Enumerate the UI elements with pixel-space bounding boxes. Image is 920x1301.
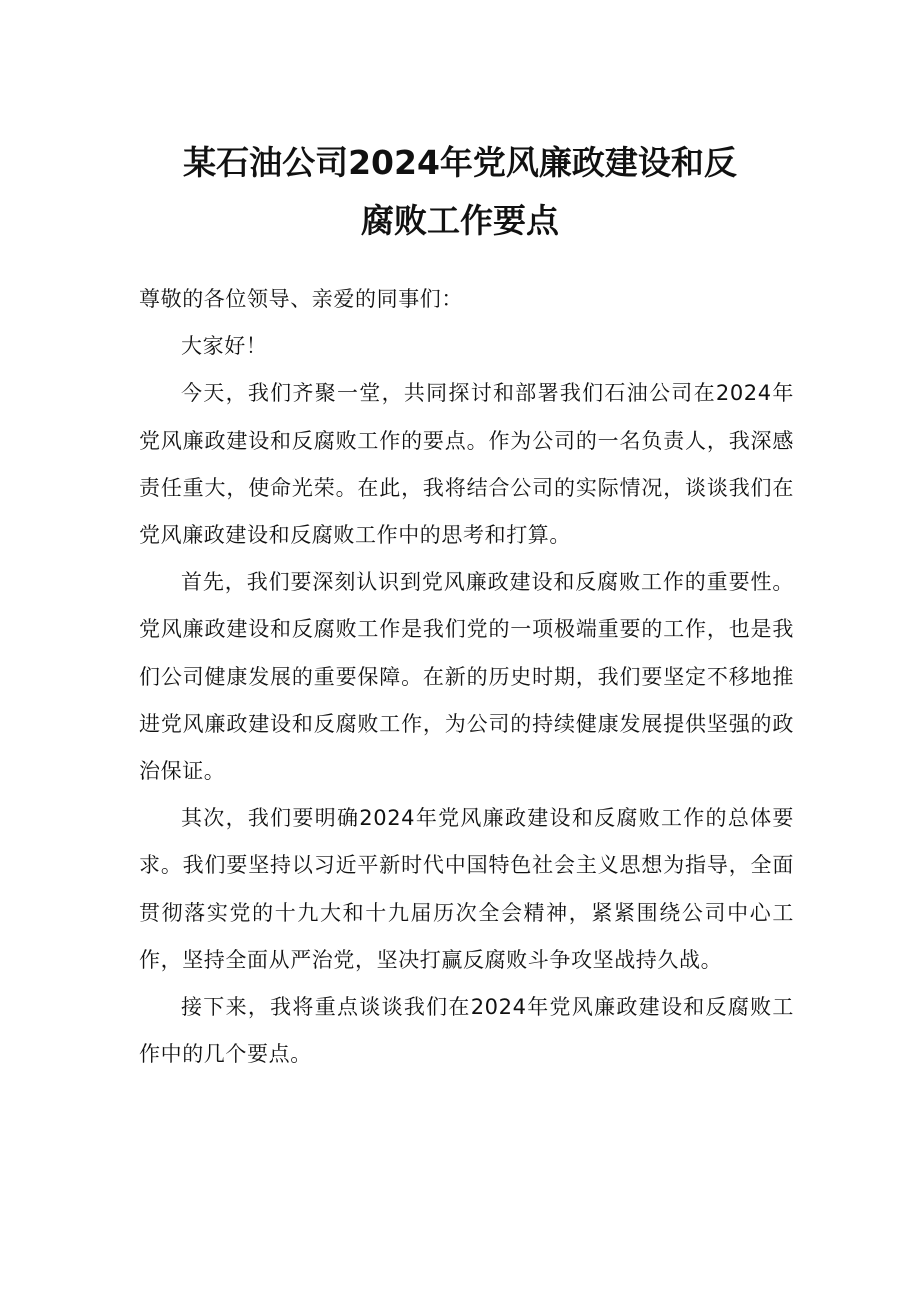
paragraph-importance: 首先，我们要深刻认识到党风廉政建设和反腐败工作的重要性。党风廉政建设和反腐败工作是我们党的一项极端重要的工作，也是我们公司健康发展的重要保障。在新的历史时期，我们要坚定不移地推进党风廉政建设和反腐败工作，为公司的持续健康发展提供坚强的政治保证。 bbox=[139, 570, 794, 784]
greeting: 大家好！ bbox=[181, 334, 268, 359]
paragraph-requirements: 其次，我们要明确2024年党风廉政建设和反腐败工作的总体要求。我们要坚持以习近平新时代中国特色社会主义思想为指导，全面贯彻落实党的十九大和十九届历次全会精神，紧紧围绕公司中心工作，坚持全面从严治党，坚决打赢反腐败斗争攻坚战持久战。 bbox=[139, 806, 794, 972]
paragraph-opening: 今天，我们齐聚一堂，共同探讨和部署我们石油公司在2024年党风廉政建设和反腐败工作的要点。作为公司的一名负责人，我深感责任重大，使命光荣。在此，我将结合公司的实际情况，谈谈我们在党风廉政建设和反腐败工作中的思考和打算。 bbox=[139, 381, 794, 548]
paragraph-key-points: 接下来，我将重点谈谈我们在2024年党风廉政建设和反腐败工作中的几个要点。 bbox=[139, 995, 794, 1067]
document-body bbox=[139, 276, 794, 1078]
salutation: 尊敬的各位领导、亲爱的同事们： bbox=[139, 287, 463, 311]
document-title-line-1: 某石油公司2024年党风廉政建设和反 bbox=[183, 143, 737, 182]
document-title-line-2: 腐败工作要点 bbox=[361, 201, 559, 240]
